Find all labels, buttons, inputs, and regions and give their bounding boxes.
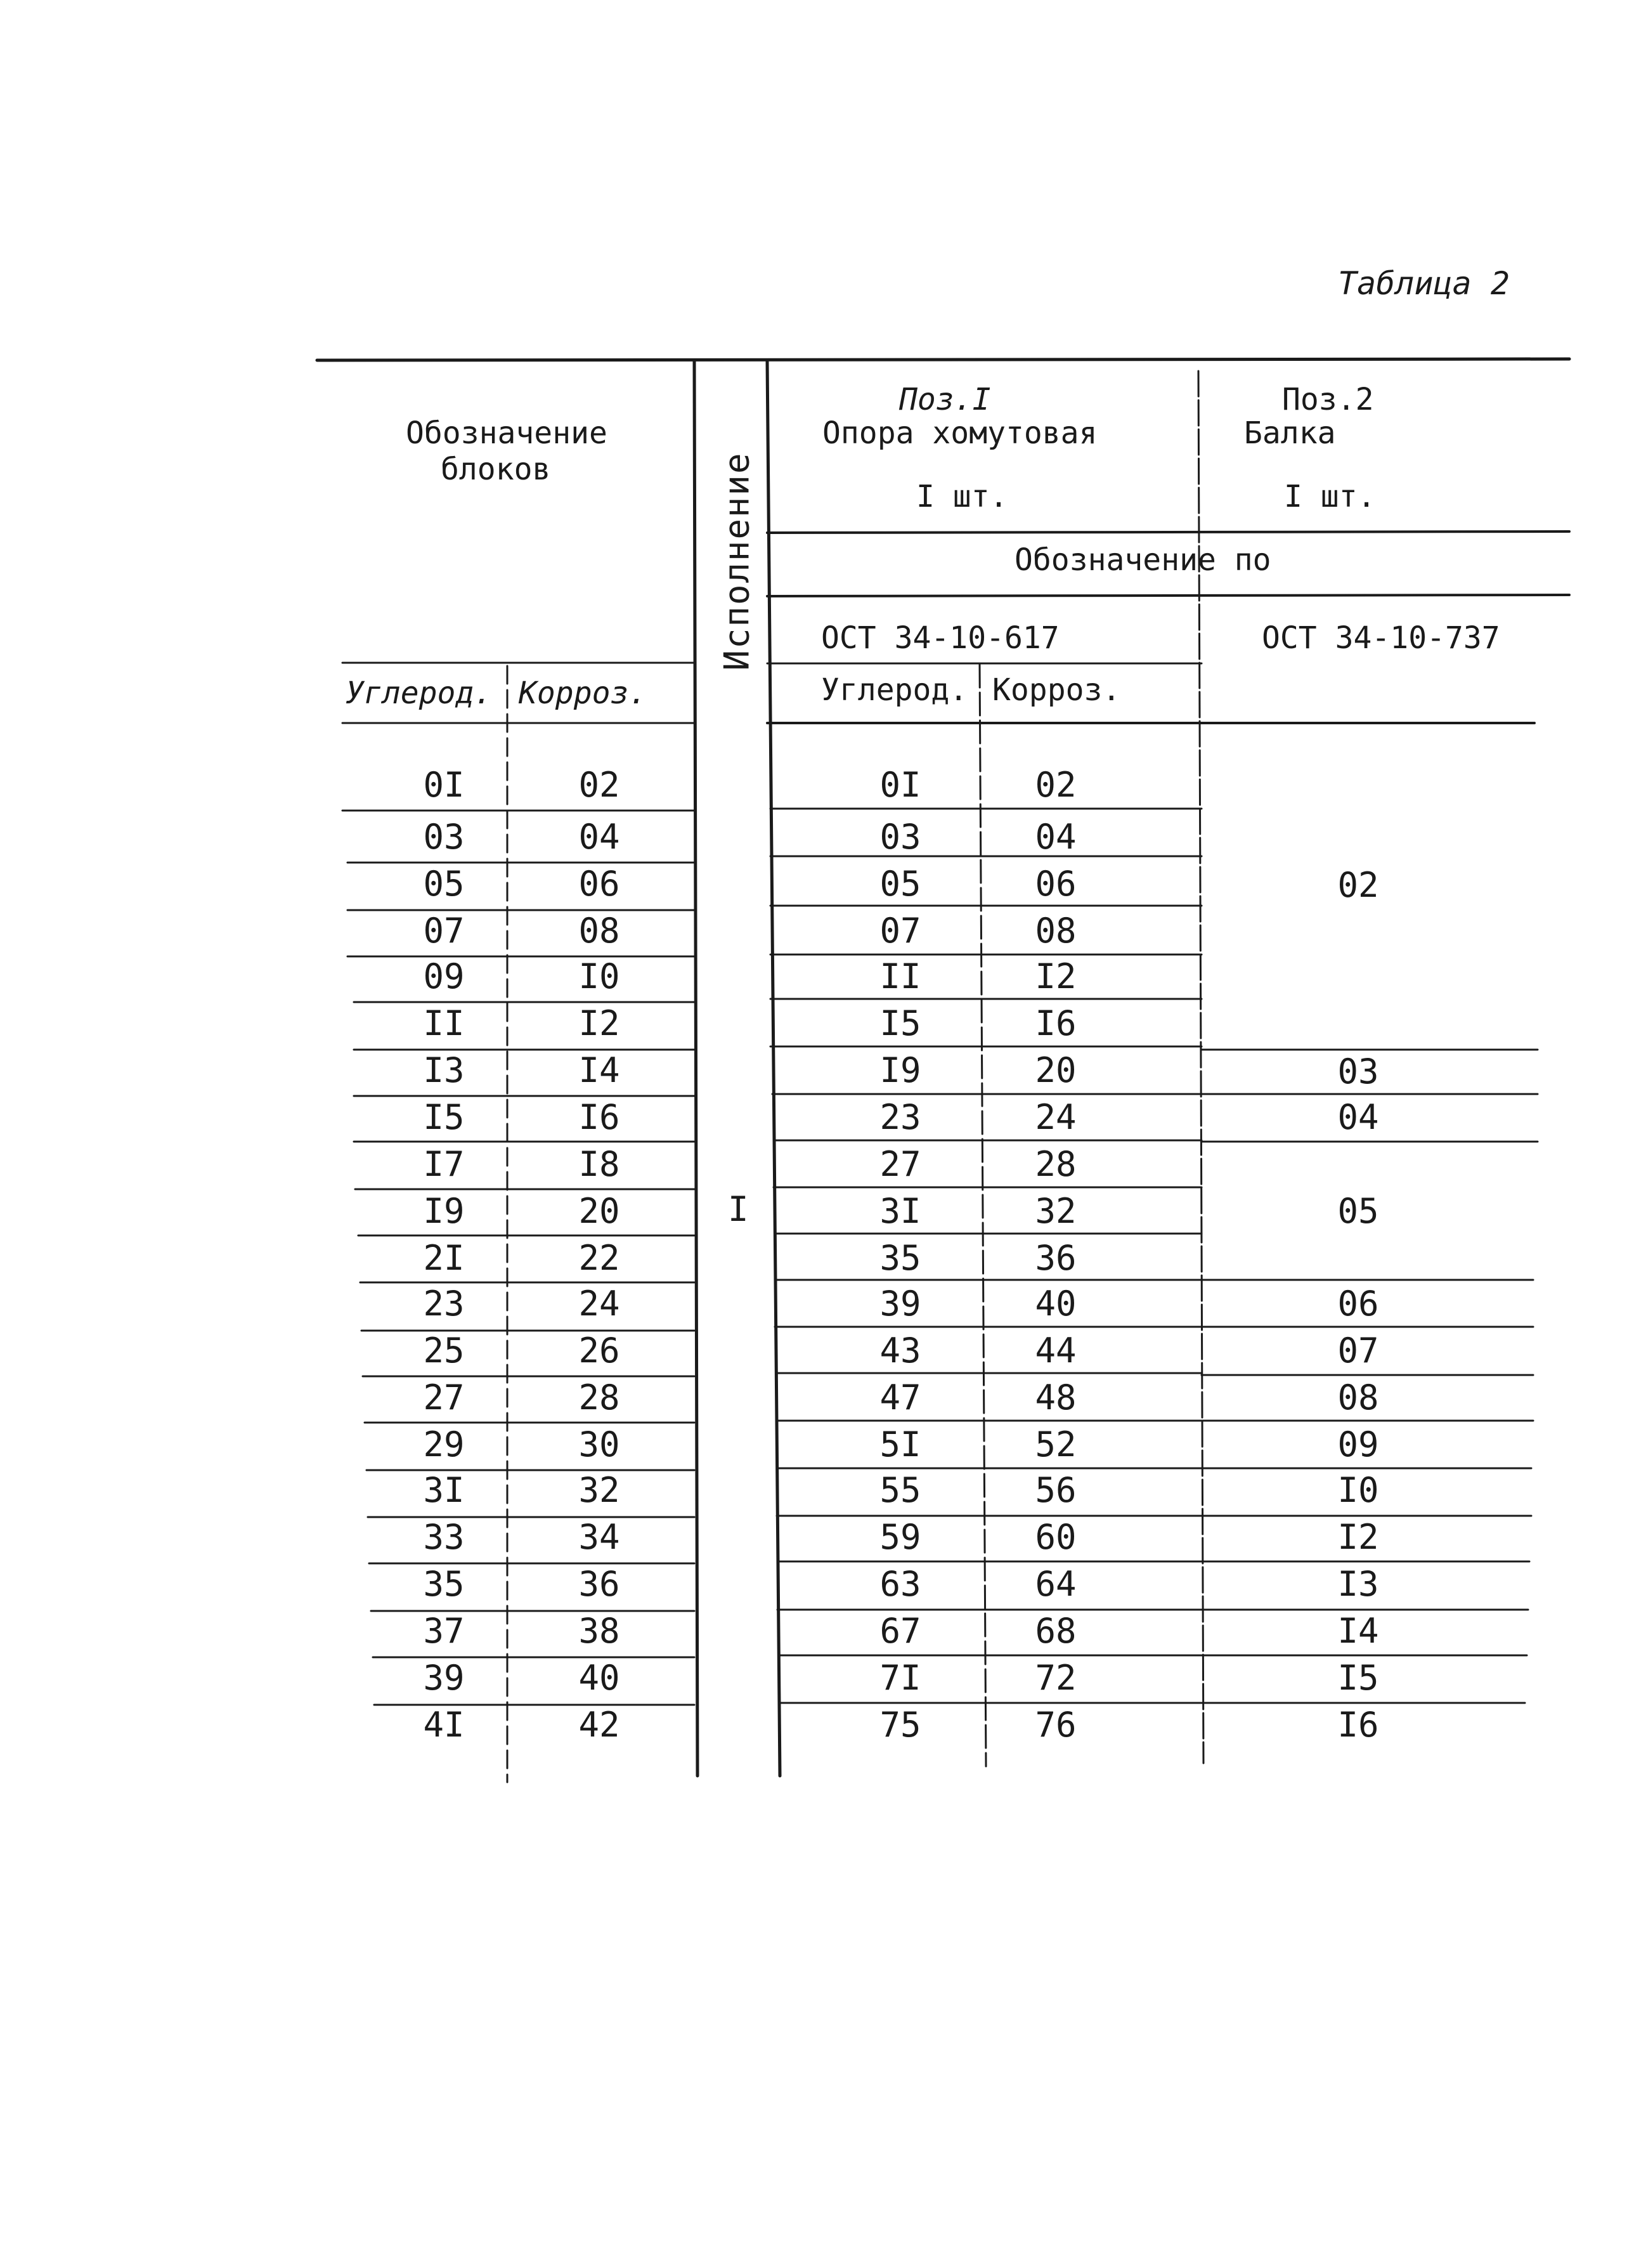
cell-pos1-carbon: 27	[879, 1144, 921, 1184]
cell-blocks-carbon: 29	[423, 1424, 465, 1464]
cell-pos1-carbon: 39	[879, 1284, 921, 1324]
cell-pos2-designation: 03	[1337, 1052, 1379, 1092]
cell-blocks-carbon: 07	[423, 911, 465, 951]
cell-blocks-corr: 04	[578, 817, 620, 857]
cell-pos1-corr: 04	[1035, 817, 1077, 857]
cell-pos1-carbon: 7I	[879, 1658, 921, 1698]
cell-pos1-corr: 60	[1035, 1517, 1077, 1557]
cell-blocks-corr: I2	[578, 1003, 620, 1043]
cell-blocks-corr: I4	[578, 1050, 620, 1090]
pos2-name: Балка	[1244, 415, 1336, 451]
cell-pos1-carbon: 59	[879, 1517, 921, 1557]
cell-blocks-carbon: 2I	[423, 1238, 465, 1278]
blocks-sub-corr: Корроз.	[519, 675, 647, 711]
cell-pos1-corr: 32	[1035, 1191, 1077, 1231]
cell-pos1-corr: 52	[1035, 1424, 1077, 1464]
designation-by: Обозначение по	[1015, 542, 1271, 578]
cell-blocks-corr: I6	[578, 1097, 620, 1137]
cell-pos2-designation: 05	[1337, 1191, 1379, 1231]
cell-blocks-carbon: II	[423, 1003, 465, 1043]
cell-pos1-carbon: 47	[879, 1378, 921, 1418]
cell-blocks-carbon: 05	[423, 864, 465, 904]
ost-pos1: ОСТ 34-10-617	[821, 620, 1060, 656]
cell-blocks-carbon: 0I	[423, 765, 465, 805]
cell-pos1-corr: 48	[1035, 1378, 1077, 1418]
cell-blocks-corr: 26	[578, 1331, 620, 1371]
table-caption: Таблица 2	[1338, 265, 1510, 302]
cell-pos1-carbon: 03	[879, 817, 921, 857]
cell-blocks-carbon: 35	[423, 1564, 465, 1604]
cell-blocks-corr: 24	[578, 1284, 620, 1324]
cell-pos1-carbon: 43	[879, 1331, 921, 1371]
cell-blocks-corr: 20	[578, 1191, 620, 1231]
cell-blocks-carbon: 37	[423, 1611, 465, 1651]
cell-blocks-corr: 08	[578, 911, 620, 951]
pos1-name: Опора хомутовая	[822, 415, 1098, 451]
execution-title: Исполнение	[716, 452, 757, 671]
cell-pos1-corr: I6	[1035, 1003, 1077, 1043]
cell-blocks-corr: 42	[578, 1705, 620, 1745]
cell-blocks-corr: 38	[578, 1611, 620, 1651]
cell-pos1-corr: 44	[1035, 1331, 1077, 1371]
cell-pos1-carbon: 67	[879, 1611, 921, 1651]
cell-blocks-carbon: 25	[423, 1331, 465, 1371]
cell-pos1-corr: 02	[1035, 765, 1077, 805]
cell-pos1-corr: 28	[1035, 1144, 1077, 1184]
pos1-label: Поз.I	[899, 382, 991, 417]
cell-pos1-corr: 40	[1035, 1284, 1077, 1324]
blocks-sub-carbon: Углерод.	[346, 675, 493, 711]
cell-blocks-carbon: 39	[423, 1658, 465, 1698]
cell-blocks-corr: 36	[578, 1564, 620, 1604]
cell-pos1-corr: 68	[1035, 1611, 1077, 1651]
cell-pos1-corr: 72	[1035, 1658, 1077, 1698]
cell-pos1-carbon: 5I	[879, 1424, 921, 1464]
cell-pos2-designation: 06	[1337, 1284, 1379, 1324]
blocks-title-line1: Обозначение	[406, 415, 607, 451]
cell-blocks-carbon: 4I	[423, 1705, 465, 1745]
cell-pos1-carbon: II	[879, 956, 921, 996]
cell-pos1-carbon: 75	[879, 1705, 921, 1745]
cell-pos1-corr: 24	[1035, 1097, 1077, 1137]
pos2-label: Поз.2	[1282, 382, 1374, 417]
cell-blocks-corr: 28	[578, 1378, 620, 1418]
cell-pos1-carbon: 05	[879, 864, 921, 904]
cell-pos1-corr: 36	[1035, 1238, 1077, 1278]
cell-blocks-carbon: 03	[423, 817, 465, 857]
cell-pos2-designation: I0	[1337, 1470, 1379, 1510]
cell-blocks-carbon: I5	[423, 1097, 465, 1137]
cell-blocks-carbon: 27	[423, 1378, 465, 1418]
ost-pos2: ОСТ 34-10-737	[1262, 620, 1500, 656]
cell-pos2-designation: 04	[1337, 1097, 1379, 1137]
cell-pos1-carbon: 07	[879, 911, 921, 951]
pos1-qty: I шт.	[916, 479, 1008, 514]
cell-pos1-corr: 20	[1035, 1050, 1077, 1090]
cell-blocks-carbon: 23	[423, 1284, 465, 1324]
cell-blocks-corr: 06	[578, 864, 620, 904]
cell-pos2-designation: I2	[1337, 1517, 1379, 1557]
cell-blocks-corr: 34	[578, 1517, 620, 1557]
cell-pos1-corr: 56	[1035, 1470, 1077, 1510]
cell-pos1-corr: 08	[1035, 911, 1077, 951]
pos2-qty: I шт.	[1284, 479, 1376, 514]
cell-pos1-corr: I2	[1035, 956, 1077, 996]
cell-blocks-carbon: I7	[423, 1144, 465, 1184]
cell-blocks-carbon: 33	[423, 1517, 465, 1557]
pos1-sub-corr: Корроз.	[992, 672, 1121, 708]
cell-pos1-carbon: 23	[879, 1097, 921, 1137]
cell-blocks-corr: 32	[578, 1470, 620, 1510]
cell-pos2-designation: 08	[1337, 1378, 1379, 1418]
cell-pos1-carbon: 35	[879, 1238, 921, 1278]
cell-pos2-designation: 02	[1337, 865, 1379, 905]
cell-pos2-designation: 09	[1337, 1424, 1379, 1464]
cell-blocks-carbon: I3	[423, 1050, 465, 1090]
cell-blocks-carbon: I9	[423, 1191, 465, 1231]
cell-pos1-corr: 64	[1035, 1564, 1077, 1604]
blocks-title-line2: блоков	[441, 452, 551, 487]
cell-pos1-corr: 76	[1035, 1705, 1077, 1745]
cell-blocks-corr: 22	[578, 1238, 620, 1278]
cell-blocks-corr: 30	[578, 1424, 620, 1464]
cell-pos1-carbon: I5	[879, 1003, 921, 1043]
cell-blocks-carbon: 3I	[423, 1470, 465, 1510]
cell-blocks-carbon: 09	[423, 956, 465, 996]
cell-pos1-carbon: 0I	[879, 765, 921, 805]
execution-value: I	[728, 1189, 749, 1229]
cell-blocks-corr: I8	[578, 1144, 620, 1184]
cell-pos1-carbon: 3I	[879, 1191, 921, 1231]
cell-pos1-carbon: 55	[879, 1470, 921, 1510]
cell-pos2-designation: I5	[1337, 1658, 1379, 1698]
cell-blocks-corr: I0	[578, 956, 620, 996]
cell-pos1-carbon: 63	[879, 1564, 921, 1604]
cell-pos2-designation: I3	[1337, 1564, 1379, 1604]
cell-blocks-corr: 02	[578, 765, 620, 805]
cell-pos1-carbon: I9	[879, 1050, 921, 1090]
cell-pos1-corr: 06	[1035, 864, 1077, 904]
cell-pos2-designation: I6	[1337, 1705, 1379, 1745]
cell-pos2-designation: I4	[1337, 1611, 1379, 1651]
pos1-sub-carbon: Углерод.	[821, 672, 968, 708]
cell-pos2-designation: 07	[1337, 1331, 1379, 1371]
cell-blocks-corr: 40	[578, 1658, 620, 1698]
